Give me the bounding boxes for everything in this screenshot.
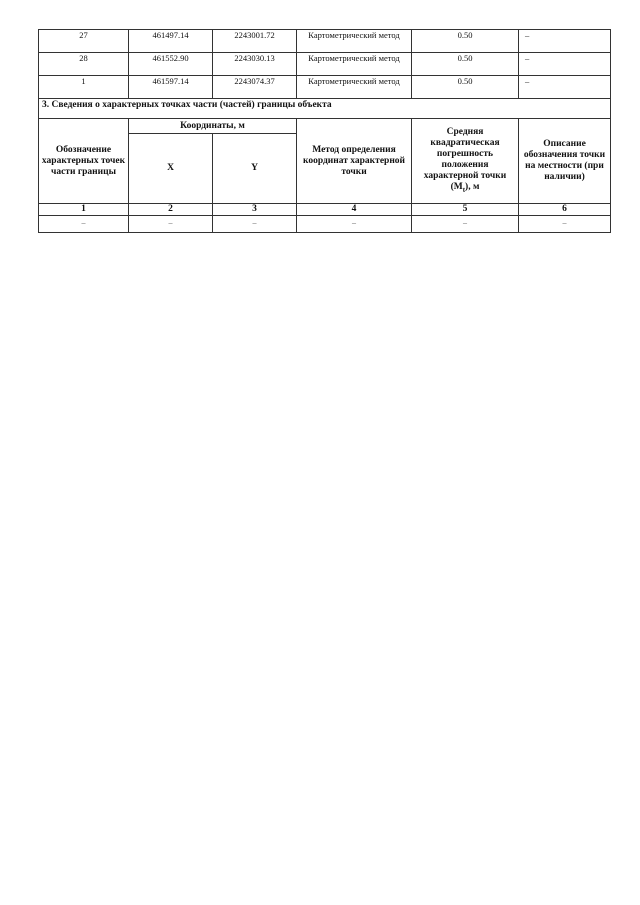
- header-x: X: [129, 134, 213, 204]
- accuracy: 0.50: [412, 76, 519, 99]
- point-number: 1: [39, 76, 129, 99]
- header-accuracy: [412, 119, 519, 204]
- description: –: [519, 76, 611, 99]
- coord-x: 461497.14: [129, 30, 213, 53]
- coord-y: 2243074.37: [213, 76, 297, 99]
- column-number-row: [39, 204, 611, 216]
- column-number: 6: [519, 204, 611, 216]
- point-number: 28: [39, 53, 129, 76]
- method: Картометрический метод: [297, 76, 412, 99]
- table-row: [39, 76, 611, 99]
- cell: –: [129, 216, 213, 233]
- table-row: [39, 30, 611, 53]
- cell: –: [39, 216, 129, 233]
- cell: –: [412, 216, 519, 233]
- coord-y: 2243001.72: [213, 30, 297, 53]
- column-number: 2: [129, 204, 213, 216]
- cell: –: [213, 216, 297, 233]
- method: Картометрический метод: [297, 30, 412, 53]
- description: –: [519, 30, 611, 53]
- header-point-designation: Обозначение характерных точек части границы: [39, 119, 129, 204]
- header-accuracy-tail: ), м: [465, 181, 480, 192]
- point-number: 27: [39, 30, 129, 53]
- header-accuracy-main: Средняя квадратическая погрешность положения характерной точки (M: [423, 126, 507, 192]
- section-title-row: [39, 99, 611, 119]
- cell: –: [297, 216, 412, 233]
- boundary-points-table: [38, 29, 611, 233]
- header-coordinates: Координаты, м: [129, 119, 297, 134]
- column-number: 4: [297, 204, 412, 216]
- header-accuracy-subscript: t: [462, 185, 466, 194]
- section-title: 3. Сведения о характерных точках части (частей) границы объекта: [39, 99, 611, 119]
- header-method: Метод определения координат характерной точки: [297, 119, 412, 204]
- accuracy: 0.50: [412, 53, 519, 76]
- header-row: [39, 119, 611, 134]
- header-description: Описание обозначения точки на местности (при наличии): [519, 119, 611, 204]
- column-number: 5: [412, 204, 519, 216]
- method: Картометрический метод: [297, 53, 412, 76]
- coord-y: 2243030.13: [213, 53, 297, 76]
- description: –: [519, 53, 611, 76]
- column-number: 3: [213, 204, 297, 216]
- table-row: [39, 216, 611, 233]
- table-row: [39, 53, 611, 76]
- header-y: Y: [213, 134, 297, 204]
- cell: –: [519, 216, 611, 233]
- coord-x: 461597.14: [129, 76, 213, 99]
- document-page: [38, 29, 610, 233]
- coord-x: 461552.90: [129, 53, 213, 76]
- accuracy: 0.50: [412, 30, 519, 53]
- column-number: 1: [39, 204, 129, 216]
